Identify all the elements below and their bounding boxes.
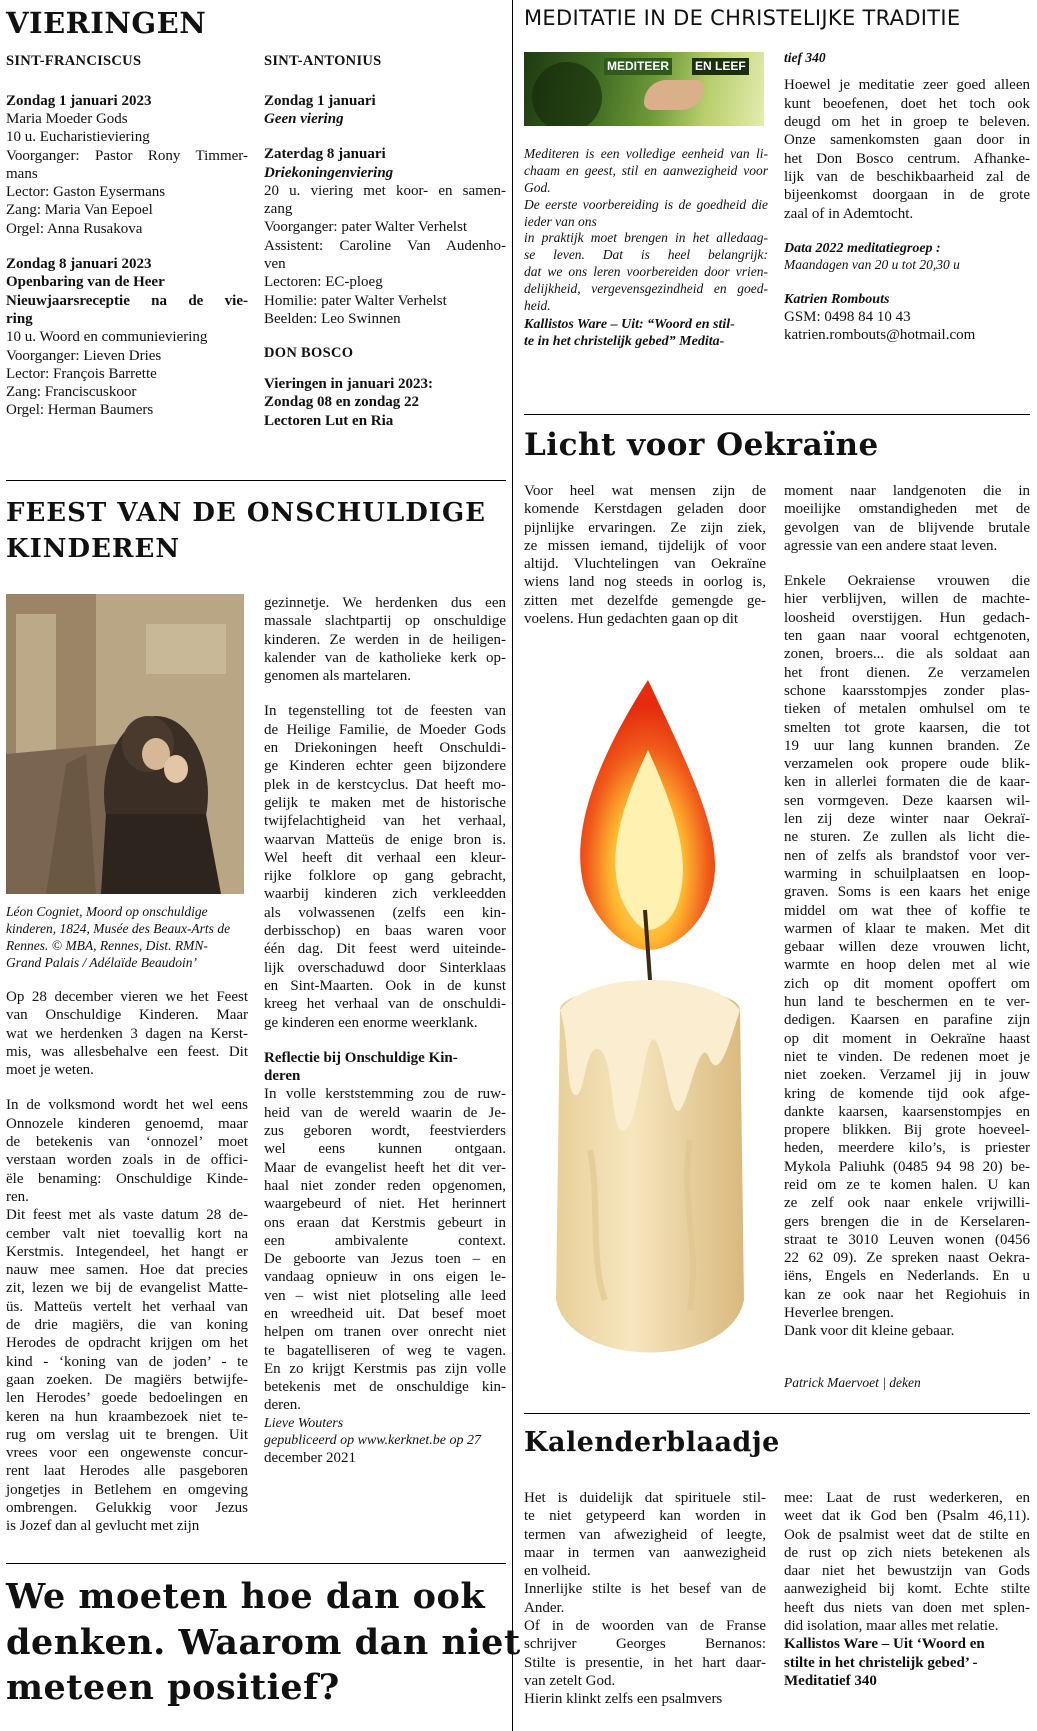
body-line: Dit feest met als vaste datum 28 de- [6,1207,248,1224]
body-line: is Jozef dan al gevlucht met zijn [6,1518,200,1535]
schedule-line: Assistent: Caroline Van Audenho- [264,237,506,254]
body-line: van Onschuldige Kinderen. Maar [6,1007,248,1024]
body-line: ven – wist niet plotseling alle leed [264,1287,506,1304]
body-line: te niet getypeerd kan worden in [524,1508,766,1525]
schedule-line: ven [264,256,286,273]
body-line: hun land te beschermen en te ver- [784,994,1030,1011]
body-line: 22 62 09). Ze spreken naast Oekra- [784,1250,1030,1267]
body-line: reid om ze te komen halen. U kan [784,1176,1030,1193]
body-line: als volwassenen (zelfs een kin- [264,904,506,921]
painting-caption: Léon Cogniet, Moord op onschuldige kinderen, 1824, Musée des Beaux-Arts de Rennes. © MBA, Rennes, Dist. RMN- Grand Palais / Adélaïde Beaudoin’ [6,904,231,970]
body-line: genomen als martelaren. [264,668,412,685]
quote-line: in praktijk moet brengen in het alledaag- [524,230,768,246]
body-line: len zij deze winter naar Oekraï- [784,811,1030,828]
schedule-line: Homilie: pater Walter Verhelst [264,292,447,309]
body-line: heid van de wereld waarin de Je- [264,1104,506,1121]
body-line: en Driekoningen heeft Onschuldi- [264,740,506,757]
body-line: verstaan worden zoals in de offici- [6,1152,248,1169]
body-line: In volle kerststemming zou de ruw- [264,1086,506,1103]
body-line: kring de komende tijd ook afge- [784,1085,1030,1102]
body-line: de Heilige Familie, de Moeder Gods [264,721,506,738]
kalender-right-column [784,1489,1030,1690]
body-line: hier verblijven, willen de machte- [784,591,1030,608]
schedule-line: Lector: François Barrette [6,365,157,382]
body-line: kreeg het verhaal van de onschuldi- [264,996,506,1013]
body-line: het Don Bosco centrum. Afhanke- [784,150,1030,167]
body-line: Onnozele kinderen genoemd, maar [6,1115,248,1132]
schedule-line: Zang: Franciscuskoor [6,384,137,401]
body-line: pijnlijke ervaringen. Ze zijn ziek, [524,519,766,536]
body-line: graven. Soms is een kaars het enige [784,884,1030,901]
kalender-left-column [524,1489,766,1709]
body-line: waarbij kinderen zich verkleedden [264,886,506,903]
body-line: wel eens kunnen ontgaan. [264,1141,506,1158]
banner-word-mediteer: MEDITEER [604,58,672,75]
body-line: gevolgen van de blijvende brutale [784,519,1030,536]
quote-line: De eerste voorbereiding is de goedheid die [524,196,768,212]
body-line: mis, was allesbehalve een feest. Dit [6,1043,248,1060]
body-line: Ook de psalmist weet dat de stilte en [784,1526,1030,1543]
body-line: De geboorte van Jezus toen – en [264,1251,506,1268]
schedule-line: zang [264,201,293,218]
kalender-source: Kallistos Ware – Uit ‘Woord en stilte in het christelijk gebed’ - Meditatief 340 [784,1636,985,1689]
kalender-title: Kalenderblaadje [524,1427,780,1458]
body-line: loosheid overstijgen. Hun gedach- [784,609,1030,626]
schedule-line: Zaterdag 8 januari [264,146,386,163]
body-line: kunt beoefenen, doet het toch ook [784,95,1030,112]
body-line: moeilijke omstandigheden met de [784,501,1030,518]
body-line: zich op dit moment opoffert om [784,975,1030,992]
body-line: maar in termen van aanwezigheid [524,1544,766,1561]
body-line: termen van afwezigheid of leegte, [524,1526,766,1543]
schedule-line: 20 u. viering met koor- en samen- [264,182,506,199]
body-line: Herodes de opdracht krijgen om het [6,1335,248,1352]
donbosco-line: Lectoren Lut en Ria [264,412,394,429]
schedule-line: Maria Moeder Gods [6,110,128,127]
contact-gsm: GSM: 0498 84 10 43 [784,308,911,325]
body-line: heden, meerdere kilo’s, is priester [784,1140,1030,1157]
body-line: wat we herdenken 3 dagen na Kerst- [6,1025,248,1042]
body-line: massale slachtpartij op onschuldige [264,613,506,630]
body-line: de drie magiërs, die van koning [6,1317,248,1334]
candle-illustration [530,680,766,1400]
antonius-heading: SINT-ANTONIUS [264,53,382,69]
body-line: op dit moment in Oekraïne haast [784,1030,1030,1047]
schedule-line: Openbaring van de Heer [6,274,165,291]
body-line: smelten tot grote kaarsen, die tot [784,719,1030,736]
body-line: ze zelf ook naar enkele vrijwilli- [784,1195,1030,1212]
reflectie-heading: Reflectie bij Onschuldige Kin- deren [264,1049,458,1085]
body-line: schrijver Georges Bernanos: [524,1636,766,1653]
schedule-line: Zondag 8 januari 2023 [6,256,152,273]
antonius-schedule [264,92,506,329]
body-line: ze missen iemand, tijdelijk of voor [524,537,766,554]
body-line: Kerstmis. Integendeel, het hangt er [6,1243,248,1260]
schedule-line: Orgel: Herman Baumers [6,402,154,419]
section-divider-meditatie [524,414,1030,415]
body-line: rent laat Herodes alle pasgeboren [6,1463,248,1480]
body-line: len Herodes’ goede bedoelingen en [6,1390,248,1407]
body-line: Enkele Oekraiense vrouwen die [784,573,1030,590]
banner-word-leef: EN LEEF [692,58,749,75]
body-line: ken in allerlei formaten die de kaar- [784,774,1030,791]
body-line: altijd. Vluchtelingen van Oekraïne [524,556,766,573]
body-line: plek in de kerstcyclus. Dat heeft mo- [264,776,506,793]
schedule-line: 10 u. Woord en communieviering [6,329,208,346]
quote-line: chaam en geest, stil en aanwezigheid voor [524,162,768,178]
body-line: 19 uur lang kunnen branden. Ze [784,737,1030,754]
body-line: warming in schuilplaatsen en loop- [784,865,1030,882]
body-line: warmte en hoop delen met al wie [784,957,1030,974]
schedule-line: Voorganger: pater Walter Verhelst [264,219,468,236]
body-line: waargebeurd of niet. Het herinnert [264,1196,506,1213]
body-line: Op 28 december vieren we het Feest [6,989,248,1005]
body-line: waarvan Matteüs de enige bron is. [264,831,506,848]
meditatie-data-heading: Data 2022 meditatiegroep : [784,240,941,256]
oekraine-signature: Patrick Maervoet | deken [784,1375,921,1390]
body-line: gers brengen die in de Kerselaren- [784,1213,1030,1230]
body-line: In de volksmond wordt het wel eens [6,1097,248,1114]
body-line: één dag. Dit feest werd uiteinde- [264,941,506,958]
body-line: ren. [6,1188,29,1205]
body-line [264,685,506,702]
body-line: middel om wat thee of koffie te [784,902,1030,919]
donbosco-line: Zondag 08 en zondag 22 [264,394,420,411]
schedule-line: Voorganger: Lieven Dries [6,347,162,364]
schedule-line: Lectoren: EC-ploeg [264,274,383,291]
quote-line: delijkheid, vergevensgezindheid en goed- [524,281,768,296]
quote-line: se leven. Dat is heel belangrijk: [524,247,768,263]
feest-published: gepubliceerd op www.kerknet.be op 27 december 2021 [264,1432,481,1466]
body-line: Ander. [524,1599,565,1616]
body-line: ombrengen. Gelukkig voor Jezus [6,1500,248,1517]
body-line: lijk van de beschikbaarheid zal de [784,168,1030,185]
column-divider [512,0,513,1731]
schedule-line: Zondag 1 januari [264,92,376,109]
schedule-line: Lector: Gaston Eysermans [6,184,166,201]
body-line: gelijk te maken met de historische [264,794,506,811]
body-line: gaan zoeken. De magiërs betwijfe- [6,1371,248,1388]
quote-line: God. [524,179,551,195]
body-line: Hierin klinkt zelfs een psalmvers [524,1691,723,1708]
body-line: komende Kerstdagen geladen door [524,501,766,518]
quote-line: heid. [524,297,551,313]
feest-title: FEEST VAN DE ONSCHULDIGE KINDEREN [6,498,486,564]
body-line: ge Kinderen echter geen bijzondere [264,758,506,775]
body-line: het front dienen. Ze verzamelen [784,664,1030,681]
body-line: van zetelt God. [524,1672,616,1689]
schedule-line: Voorganger: Pastor Rony Timmer- [6,147,248,164]
vieringen-title: VIERINGEN [6,6,207,40]
body-line: de rust op zich niets betekenen als [784,1544,1030,1561]
schedule-line: ring [6,310,33,327]
body-line: ële benaming: Onschuldige Kinde- [6,1170,248,1187]
franciscus-column [6,53,248,420]
body-line: sen vormgeven. Deze kaarsen wil- [784,792,1030,809]
body-line: betekenis met de onschuldige kin- [264,1379,506,1396]
schedule-line: Zang: Maria Van Eepoel [6,202,153,219]
body-line: lijk overschaduwd door Sinterklaas [264,959,506,976]
meditatie-title: MEDITATIE IN DE CHRISTELIJKE TRADITIE [524,6,961,30]
body-line: kan ze ook naar het Regiohuis in [784,1286,1030,1303]
feest-author: Lieve Wouters [264,1415,344,1431]
schedule-line: Beelden: Leo Swinnen [264,310,401,327]
body-line: ge kinderen een enorme weerklank. [264,1014,478,1031]
body-line: de betekenis van ‘onnozel’ moet [6,1134,248,1151]
meditatie-quote [524,146,768,351]
body-line: warmen of klaar te maken. Met dit [784,920,1030,937]
schedule-line: mans [6,165,38,182]
meditatie-data-line: Maandagen van 20 u tot 20,30 u [784,256,960,272]
body-line: wiens land nog steeds in oorlog is, [524,574,766,591]
body-line: niet zoeken. Verzamel jij in jouw [784,1067,1030,1084]
body-line: Wel heeft dit verhaal een kleur- [264,849,506,866]
body-line: agressie van een andere staat leven. [784,537,998,554]
body-line: moment naar landgenoten die in [784,483,1030,499]
meditatie-source: Kallistos Ware – Uit: “Woord en stil- te in het christelijk gebed” Medita- [524,316,735,350]
painting-image [6,594,244,894]
quote-line: Mediteren is een volledige eenheid van li- [524,146,768,161]
body-line: straat te 3010 Leuven wonen (0456 [784,1231,1030,1248]
schedule-line: Driekoningenviering [264,164,394,181]
feest-left-column [6,988,248,1536]
body-line: voelens. Hun gedachten gaan op dit [524,611,739,628]
body-line: cember valt niet toevallig kort na [6,1225,248,1242]
meditatie-source-cont: tief 340 [784,50,826,65]
feest-right-column [264,594,506,1467]
section-divider-oekraine [524,1413,1030,1414]
body-line: tieken of metalen omhulsel om te [784,701,1030,718]
body-line: mee: Laat de rust wederkeren, en [784,1490,1030,1506]
body-line: kinderen. Ze werden in de heiligen- [264,631,506,648]
body-line: Innerlijke stilte is het besef van de [524,1581,766,1598]
section-divider-feest [6,1563,506,1564]
schedule-line: Nieuwjaarsreceptie na de vie- [6,292,248,309]
body-line: In tegenstelling tot de feesten van [264,703,506,720]
oekraine-right-column [784,482,1030,1341]
body-line: deren. [264,1397,302,1414]
body-line: ten gaan naar vooral echtgenoten, [784,628,1030,645]
body-line: haal niet zonder reden opgenomen, [264,1177,506,1194]
body-line: nen of zelfs als brandstof voor ver- [784,847,1030,864]
body-line: keren na hun kraambezoek niet te- [6,1408,248,1425]
body-line: verzamelen ook propere oude blik- [784,756,1030,773]
body-line: Heverlee brengen. [784,1305,894,1322]
franciscus-schedule [6,92,248,420]
body-line: Mykola Paliuhk (0485 94 98 20) be- [784,1158,1030,1175]
schedule-line: 10 u. Eucharistieviering [6,129,150,146]
body-line: Maar de evangelist heeft het dit ver- [264,1159,506,1176]
contact-name: Katrien Rombouts [784,291,890,307]
oekraine-title: Licht voor Oekraïne [524,427,879,463]
donbosco-heading: DON BOSCO [264,345,354,362]
body-line: een ambivalente context. [264,1232,506,1249]
section-divider-vieringen [6,480,506,481]
body-line: zaal of in Ademtocht. [784,205,914,222]
body-line: gezinnetje. We herdenken dus een [264,595,506,611]
body-line: aanwezigheid bij komt. Echte stilte [784,1581,1030,1598]
body-line: Of in de woorden van de Franse [524,1618,766,1635]
body-line: propere blikken. Bij grote hoeveel- [784,1122,1030,1139]
body-line: jongetjes in Betlehem en omgeving [6,1481,248,1498]
body-line: en wreedheid uit. Dat besef moet [264,1305,506,1322]
schedule-line: Zondag 1 januari 2023 [6,92,152,109]
body-line: dankte kaarsen, kaarsenstompjes en [784,1103,1030,1120]
body-line: rug om verslag uit te brengen. Uit [6,1426,248,1443]
body-line: did isolation, maar alles met relatie. [784,1618,999,1635]
body-line: heeft dus niets van doen met splen- [784,1599,1030,1616]
body-line [6,1079,248,1096]
body-line: weet dat ik God ben (Psalm 46,11). [784,1508,1030,1525]
body-line: gebaar willen deze vrouwen licht, [784,939,1030,956]
body-line: kalender van de katholieke kerk op- [264,649,506,666]
body-line: twijfelachtigheid van het verhaal, [264,813,506,830]
body-line: zitten met dezelfde gemengde ge- [524,592,766,609]
quote-line: dat we ons leren voorbereiden door vrien- [524,264,768,280]
body-line: helpen om tranen over onrecht niet [264,1324,506,1341]
body-line: derbisschop) en baas waren voor [264,923,506,940]
body-line: vandaag opnieuw in ons eigen le- [264,1269,506,1286]
painting-illustration [6,594,244,894]
schedule-line: Orgel: Anna Rusakova [6,220,143,237]
body-line: zonen, broers... die als soldaat aan [784,646,1030,663]
body-line [784,555,1030,572]
body-line: zus geboren wordt, feestvierders [264,1123,506,1140]
body-line: ne sturen. Ze zullen als licht die- [784,829,1030,846]
donbosco-line: Vieringen in januari 2023: [264,375,434,392]
quote-line: ieder van ons [524,213,597,229]
body-line: kind - ‘koning van de joden’ - te [6,1353,248,1370]
body-line: Voor heel wat mensen zijn de [524,483,766,499]
body-line: schone kaarsstompjes zonder plas- [784,682,1030,699]
body-line: rijke folklore op gang gebracht, [264,868,506,885]
body-line: zit, lezen we bij de evangelist Matte- [6,1280,248,1297]
schedule-line [6,238,248,255]
body-line: Hoewel je meditatie zeer goed alleen [784,77,1030,94]
contact-email[interactable]: katrien.rombouts@hotmail.com [784,327,976,344]
body-line: bijeenkomst doorgaan in de grote [784,187,1030,204]
body-line: deugd om het in groep te beleven. [784,114,1030,131]
body-line: en Sint-Maarten. Ook in de kunst [264,977,506,994]
franciscus-heading: SINT-FRANCISCUS [6,53,142,69]
body-line: En zo krijgt Kerstmis pas zijn volle [264,1360,506,1377]
body-line: daar niet het bewustzijn van Gods [784,1563,1030,1580]
body-line: te bagatelliseren of weg te vagen. [264,1342,506,1359]
body-line: Stilte is presentie, in het hart daar- [524,1654,766,1671]
body-line: dedigen. Kaarsen en parafine zijn [784,1012,1030,1029]
body-line: ons eraan dat Kerstmis gebeurt in [264,1214,506,1231]
body-line: niet te vinden. De redenen moet je [784,1048,1030,1065]
body-line: moet je weten. [6,1062,94,1079]
body-line: en volheid. [524,1563,591,1580]
body-line: nauw mee samen. Hoe dat precies [6,1262,248,1279]
body-line: iëns, Engels en Nederlands. En u [784,1268,1030,1285]
antonius-column [264,53,506,430]
body-line: Het is duidelijk dat spirituele stil- [524,1490,766,1506]
slogan: We moeten hoe dan ook denken. Waarom dan niet meteen positief? [6,1576,521,1708]
body-line: Dank voor dit kleine gebaar. [784,1323,955,1340]
body-line: Onze samenkomsten gaan door in [784,132,1030,149]
body-line: üs. Matteüs vertelt het verhaal van [6,1298,248,1315]
schedule-line [264,128,506,145]
schedule-line: Geen viering [264,110,344,127]
meditatie-body [784,50,1030,344]
body-line: vrees voor een ongewenste concur- [6,1445,248,1462]
oekraine-left-column [524,482,766,628]
